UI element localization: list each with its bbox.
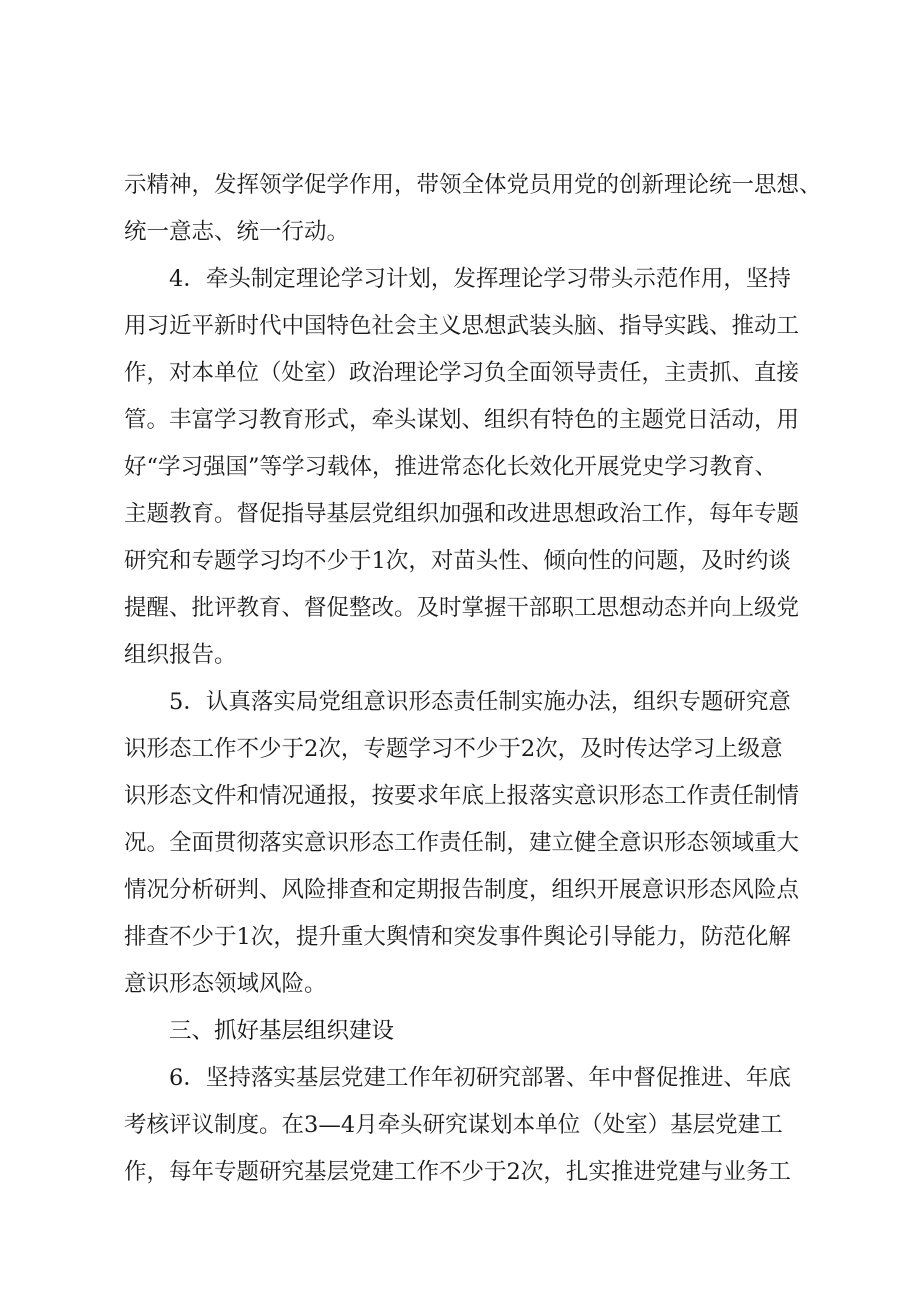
text-line-14: 识形态文件和情况通报，按要求年底上报落实意识形态工作责任制情 (124, 783, 800, 809)
text-line-18: 意识形态领域风险。 (124, 971, 327, 997)
text-line-4: 用习近平新时代中国特色社会主义思想武装头脑、指导实践、推动工 (124, 313, 800, 339)
text-line-15: 况。全面贯彻落实意识形态工作责任制，建立健全意识形态领域重大 (124, 830, 800, 856)
text-line-7: 好“学习强国”等学习载体，推进常态化长效化开展党史学习教育、 (124, 454, 778, 480)
text-line-21: 考核评议制度。在3—4月牵头研究谋划本单位（处室）基层党建工 (124, 1112, 783, 1138)
text-line-1: 示精神，发挥领学促学作用，带领全体党员用党的创新理论统一思想、 (124, 172, 822, 198)
text-line-3: 4．牵头制定理论学习计划，发挥理论学习带头示范作用，坚持 (169, 266, 791, 292)
section-heading: 三、抓好基层组织建设 (169, 1018, 395, 1044)
text-line-8: 主题教育。督促指导基层党组织加强和改进思想政治工作，每年专题 (124, 501, 800, 527)
text-line-22: 作，每年专题研究基层党建工作不少于2次，扎实推进党建与业务工 (124, 1159, 791, 1185)
text-line-20: 6．坚持落实基层党建工作年初研究部署、年中督促推进、年底 (169, 1065, 791, 1091)
text-line-16: 情况分析研判、风险排查和定期报告制度，组织开展意识形态风险点 (124, 877, 800, 903)
text-line-5: 作，对本单位（处室）政治理论学习负全面领导责任，主责抓、直接 (124, 360, 800, 386)
text-line-11: 组织报告。 (124, 642, 237, 668)
text-line-2: 统一意志、统一行动。 (124, 219, 350, 245)
text-line-13: 识形态工作不少于2次，专题学习不少于2次，及时传达学习上级意 (124, 736, 783, 762)
text-line-17: 排查不少于1次，提升重大舆情和突发事件舆论引导能力，防范化解 (124, 924, 791, 950)
text-line-12: 5．认真落实局党组意识形态责任制实施办法，组织专题研究意 (169, 689, 791, 715)
text-line-10: 提醒、批评教育、督促整改。及时掌握干部职工思想动态并向上级党 (124, 595, 800, 621)
text-line-6: 管。丰富学习教育形式，牵头谋划、组织有特色的主题党日活动，用 (124, 407, 800, 433)
text-line-9: 研究和专题学习均不少于1次，对苗头性、倾向性的问题，及时约谈 (124, 548, 791, 574)
